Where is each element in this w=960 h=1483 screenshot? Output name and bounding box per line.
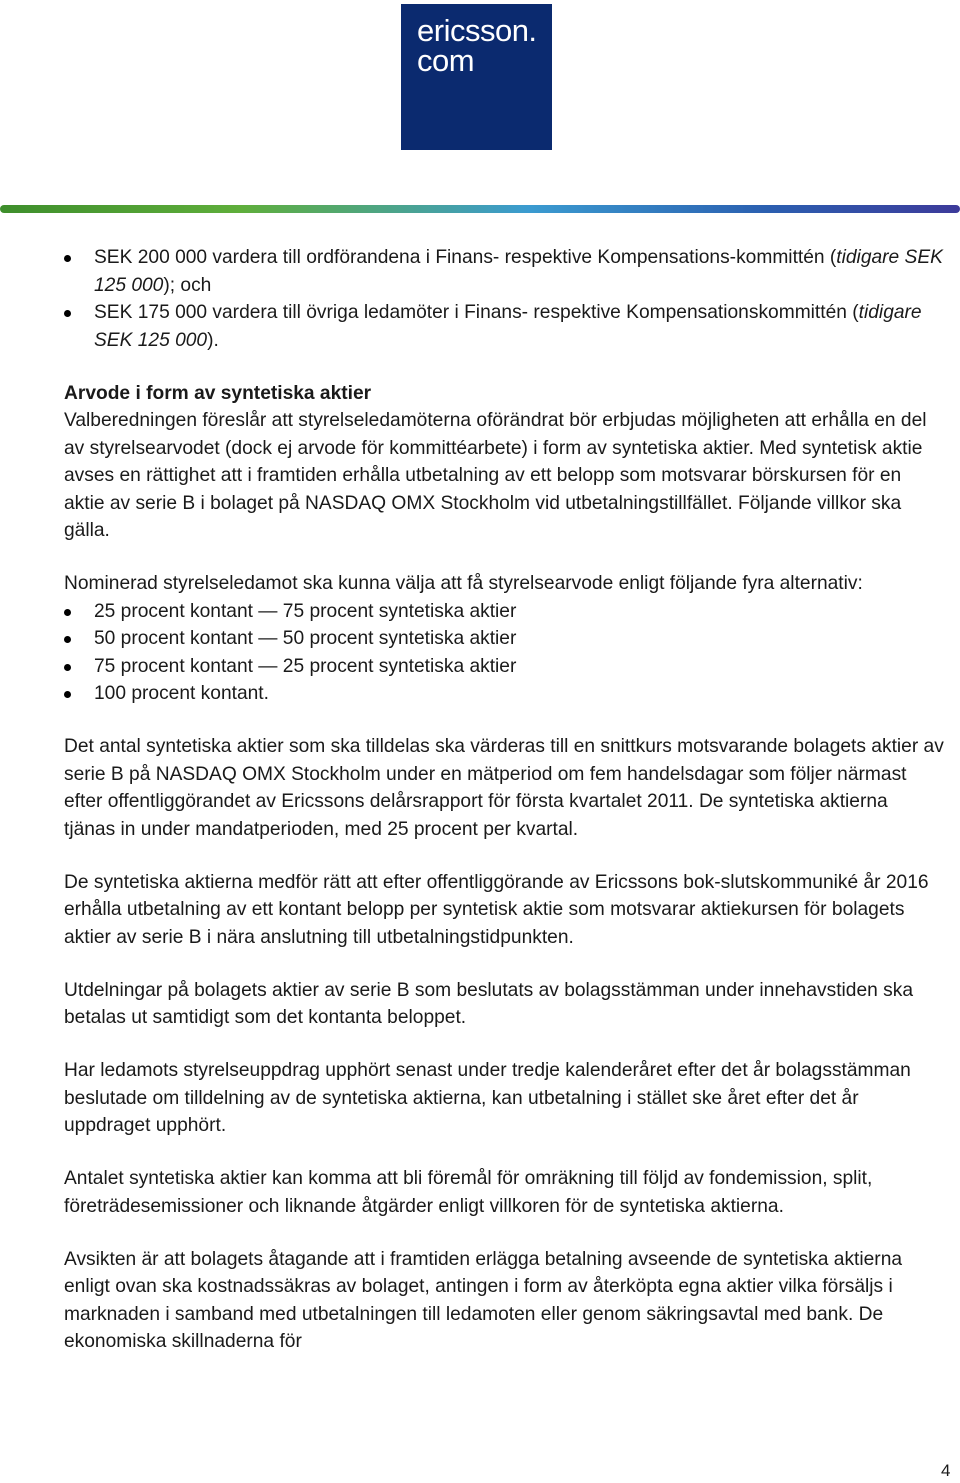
paragraph-valuation: Det antal syntetiska aktier som ska tilldelas ska värderas till en snittkurs motsvarande bolagets aktier av serie B på NASDAQ OMX Stockholm under en mätperiod om fem handelsdagar som följer närmast efter offentliggörandet av Ericssons delårsrapport för första kvartalet 2011. De syntetiska aktierna tjänas in under mandatperioden, med 25 procent per kvartal. xyxy=(64,736,944,840)
header-gradient-rule xyxy=(0,205,960,213)
paragraph-dividends: Utdelningar på bolagets aktier av serie B som beslutats av bolagsstämman under innehavstiden ska betalas ut samtidigt som det kontanta beloppet. xyxy=(64,979,913,1028)
list-item: 100 procent kontant. xyxy=(64,680,944,708)
bullet-icon xyxy=(64,609,71,616)
fee-list xyxy=(64,244,944,354)
section-heading: Arvode i form av syntetiska aktier xyxy=(64,382,372,404)
page-number: 4 xyxy=(941,1461,951,1480)
list-item: 50 procent kontant — 50 procent syntetiska aktier xyxy=(64,625,944,653)
list-item: 25 procent kontant — 75 procent syntetiska aktier xyxy=(64,598,944,626)
logo-line-1: ericsson. xyxy=(417,13,537,48)
paragraph-termination: Har ledamots styrelseuppdrag upphört senast under tredje kalenderåret efter det år bolagsstämman beslutade om tilldelning av de syntetiska aktierna, kan utbetalning i stället ske året efter det år uppdraget upphört. xyxy=(64,1060,911,1136)
list-item: SEK 200 000 vardera till ordförandena i Finans- respektive Kompensations-kommittén (tidigare SEK 125 000); och xyxy=(64,244,944,299)
bullet-icon xyxy=(64,691,71,698)
ericsson-logo xyxy=(401,4,552,150)
paragraph-payout: De syntetiska aktierna medför rätt att efter offentliggörande av Ericssons bok-slutskommuniké år 2016 erhålla utbetalning av ett kontant belopp per syntetisk aktie som motsvarar aktiekursen för bolagets aktier av serie B i nära anslutning till utbetalningstidpunkten. xyxy=(64,871,929,948)
bullet-icon xyxy=(64,636,71,643)
list-item: SEK 175 000 vardera till övriga ledamöter i Finans- respektive Kompensationskommittén (tidigare SEK 125 000). xyxy=(64,299,944,354)
list-item: 75 procent kontant — 25 procent syntetiska aktier xyxy=(64,653,944,681)
paragraph-recalculation: Antalet syntetiska aktier kan komma att bli föremål för omräkning till följd av fondemission, split, företrädesemissioner och liknande åtgärder enligt villkoren för de syntetiska aktierna. xyxy=(64,1168,873,1217)
logo-line-2: com xyxy=(417,43,475,78)
bullet-icon xyxy=(64,310,71,317)
alternatives-intro: Nominerad styrelseledamot ska kunna välja att få styrelsearvode enligt följande fyra alternativ: xyxy=(64,573,863,594)
alternatives-list xyxy=(64,598,944,708)
section-intro: Valberedningen föreslår att styrelseledamöterna oförändrat bör erbjudas möjligheten att erhålla en del av styrelsearvodet (dock ej arvode för kommittéarbete) i form av syntetiska aktier. Med syntetisk aktie avses en rättighet att i framtiden erhålla utbetalning av ett belopp som motsvarar börskursen för en aktie av serie B i bolaget på NASDAQ OMX Stockholm vid utbetalningstillfället. Följande villkor ska gälla. xyxy=(64,410,927,541)
bullet-icon xyxy=(64,255,71,262)
paragraph-hedging: Avsikten är att bolagets åtagande att i framtiden erlägga betalning avseende de syntetiska aktierna enligt ovan ska kostnadssäkras av bolaget, antingen i form av återköpta egna aktier vilka försäljs i marknaden i samband med utbetalningen till ledamoten eller genom säkringsavtal med bank. De ekonomiska skillnaderna för xyxy=(64,1248,903,1352)
document-body xyxy=(64,244,944,1356)
bullet-icon xyxy=(64,664,71,671)
